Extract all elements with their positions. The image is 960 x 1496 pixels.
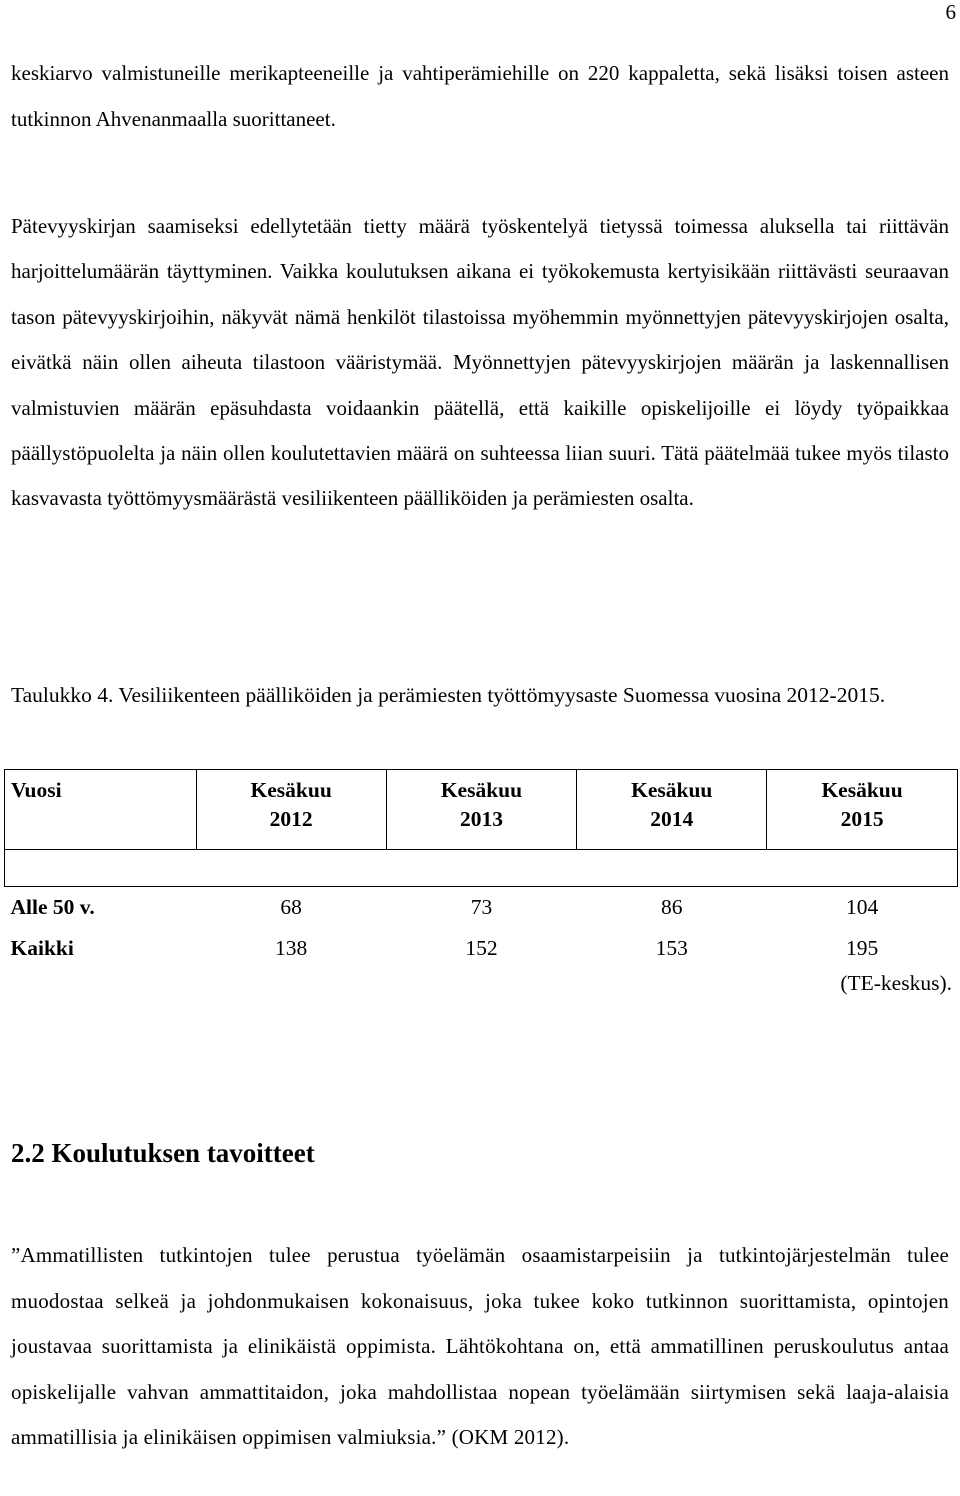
table-cell: 195 bbox=[845, 936, 879, 960]
header-label: Kesäkuu bbox=[440, 778, 523, 802]
row-label: Alle 50 v. bbox=[10, 895, 95, 919]
header-year: 2012 bbox=[269, 807, 313, 831]
page-number: 6 bbox=[945, 0, 956, 24]
header-year: 2013 bbox=[459, 807, 503, 831]
header-cell-2015 bbox=[767, 770, 958, 850]
section-quote-paragraph: ”Ammatillisten tutkintojen tulee perustua työelämän osaamistarpeisiin ja tutkintojärjestelmän tulee muodostaa selkeä ja johdonmukaisen kokonaisuus, joka tukee koko tutkinnon suorittamista, opintojen joustavaa suorittamista ja elinikäistä oppimista. Lähtökohtana on, että ammatillinen peruskoulutus antaa opiskelijalle vahvan ammattitaidon, joka mahdollistaa nopean työelämään siirtymisen sekä laaja-alaisia ammatillisia ja elinikäisen oppimisen valmiuksia.” (OKM 2012). bbox=[11, 1243, 949, 1449]
table-caption: Taulukko 4. Vesiliikenteen päälliköiden ja perämiesten työttömyysaste Suomessa vuosina 2012-2015. bbox=[11, 683, 886, 707]
header-cell-2012 bbox=[196, 770, 386, 850]
row-label: Kaikki bbox=[10, 936, 74, 960]
table-cell: 73 bbox=[470, 895, 493, 919]
table-row bbox=[5, 928, 958, 969]
header-cell-2013 bbox=[386, 770, 577, 850]
header-cell-year bbox=[5, 770, 197, 850]
body-paragraph-intro: keskiarvo valmistuneille merikapteeneille ja vahtiperämiehille on 220 kappaletta, sekä lisäksi toisen asteen tutkinnon Ahvenanmaalla suorittaneet. bbox=[11, 61, 949, 131]
header-label: Vuosi bbox=[11, 778, 62, 802]
table-source: (TE-keskus). bbox=[840, 971, 952, 995]
header-year: 2014 bbox=[650, 807, 694, 831]
table-row bbox=[5, 887, 958, 929]
table-empty-row bbox=[5, 850, 958, 887]
table-cell: 152 bbox=[465, 936, 498, 960]
table-cell: 86 bbox=[661, 895, 683, 919]
table-cell: 68 bbox=[280, 895, 302, 919]
empty-cell bbox=[5, 850, 958, 887]
table-header-row bbox=[5, 770, 958, 850]
header-year: 2015 bbox=[840, 807, 884, 831]
header-cell-2014 bbox=[577, 770, 767, 850]
body-paragraph-certificates: Pätevyyskirjan saamiseksi edellytetään tietty määrä työskentelyä tietyssä toimessa aluksella tai riittävän harjoittelumäärän täyttyminen. Vaikka koulutuksen aikana ei työkokemusta kertyisikään riittävästi seuraavan tason pätevyyskirjoihin, näkyvät nämä henkilöt tilastoissa myöhemmin myönnettyjen pätevyyskirjojen osalta, eivätkä näin ollen aiheuta tilastoon vääristymää. Myönnettyjen pätevyyskirjojen määrän ja laskennallisen valmistuvien määrän epäsuhdasta voidaankin päätellä, että kaikille opiskelijoille ei löydy työpaikkaa päällystöpuolelta ja näin ollen koulutettavien määrä on suhteessa liian suuri. Tätä päätelmää tukee myös tilasto kasvavasta työttömyysmäärästä vesiliikenteen päälliköiden ja perämiesten osalta. bbox=[11, 214, 949, 511]
unemployment-table bbox=[4, 769, 958, 969]
section-heading: 2.2 Koulutuksen tavoitteet bbox=[11, 1138, 315, 1168]
table-cell: 138 bbox=[275, 936, 308, 960]
header-label: Kesäkuu bbox=[631, 778, 713, 802]
header-label: Kesäkuu bbox=[250, 778, 332, 802]
header-label: Kesäkuu bbox=[821, 778, 903, 802]
table-cell: 153 bbox=[655, 936, 688, 960]
table-cell: 104 bbox=[845, 895, 879, 919]
